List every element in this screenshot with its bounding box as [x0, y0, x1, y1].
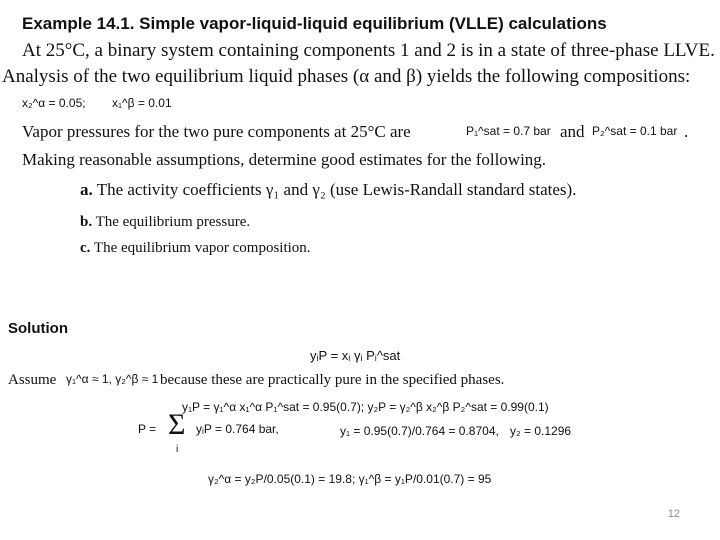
intro-line-1: At 25°C, a binary system containing components 1 and 2 is in a state of three-phase LLVE.: [22, 40, 715, 61]
vapor-pressure-trail: .: [684, 122, 689, 141]
assume-label: Assume: [8, 372, 57, 388]
pressure-lhs: P =: [138, 422, 157, 436]
summation-sign: Σ: [168, 408, 186, 441]
example-title: Example 14.1. Simple vapor-liquid-liquid equilibrium (VLLE) calculations: [22, 14, 607, 33]
slide-number: 12: [667, 508, 680, 520]
intro-line-2: Analysis of the two equilibrium liquid phases (α and β) yields the following compositions:: [2, 66, 691, 87]
assume-expression: γ₁^α ≈ 1, γ₂^β ≈ 1: [66, 372, 159, 386]
task-a: [80, 180, 576, 200]
task-b: [80, 214, 250, 231]
y2-equation: y₂ = 0.1296: [510, 424, 572, 438]
solution-heading: Solution: [8, 320, 68, 337]
task-c: [80, 240, 311, 257]
vapor-pressure-lead: Vapor pressures for the two pure components at 25°C are: [22, 122, 411, 141]
vapor-pressure-p2: P₂^sat = 0.1 bar: [592, 124, 678, 138]
task-c-text: The equilibrium vapor composition.: [93, 240, 311, 256]
task-b-label: b.: [80, 214, 93, 230]
composition-x1-beta: x₁^β = 0.01: [112, 96, 172, 110]
summation-index: i: [176, 444, 179, 455]
task-b-text: The equilibrium pressure.: [95, 214, 251, 230]
gamma-equations: γ₂^α = y₂P/0.05(0.1) = 19.8; γ₁^β = y₁P/0.01(0.7) = 95: [208, 472, 492, 486]
task-c-label: c.: [80, 240, 91, 256]
pressure-rhs: yᵢP = 0.764 bar,: [196, 422, 279, 436]
modified-raoult-equation: yᵢP = xᵢ γᵢ Pᵢ^sat: [310, 348, 401, 363]
vapor-pressure-and: and: [560, 122, 585, 141]
vapor-pressure-p1: P₁^sat = 0.7 bar: [466, 124, 551, 138]
y1-equation: y₁ = 0.95(0.7)/0.764 = 0.8704,: [340, 424, 499, 438]
task-a-label: a.: [80, 180, 93, 199]
assumptions-line: Making reasonable assumptions, determine good estimates for the following.: [22, 150, 547, 169]
assume-reason: because these are practically pure in the specified phases.: [160, 372, 505, 388]
partial-pressure-equations: y₁P = γ₁^α x₁^α P₁^sat = 0.95(0.7); y₂P = γ₂^β x₂^β P₂^sat = 0.99(0.1): [182, 400, 549, 414]
task-a-text: The activity coefficients γ₁ and γ₂ (use Lewis-Randall standard states).: [96, 180, 577, 199]
composition-x2-alpha: x₂^α = 0.05;: [22, 96, 86, 110]
